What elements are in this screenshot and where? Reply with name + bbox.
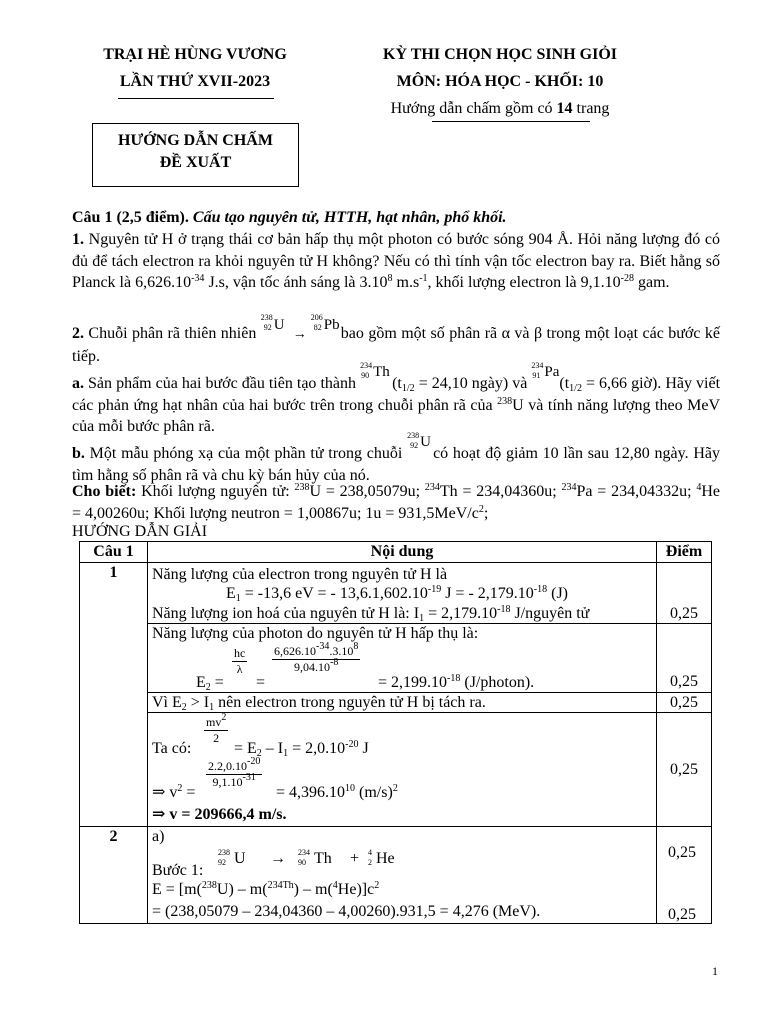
table-row (80, 562, 712, 624)
event-edition: LẦN THỨ XVII-2023 (119, 73, 271, 90)
question-part-a: a. Sản phẩm của hai bước đầu tiên tạo thành 234 90 Th ($t_{1/2} = 24,10$ ngày) và 234 91 Pa ($t_{1/2} = 6,66$ giờ). Hãy viết các phản ứng hạt nhân của hai bước trên trong chuỗi phân rã của $^{238}$U và tính năng lượng theo MeV của mỗi bước phân rã. (72, 361, 721, 435)
table-row (80, 692, 712, 713)
table-row (80, 624, 712, 693)
row-score: 0,25 (657, 624, 712, 693)
row-score: 0,25 (657, 713, 712, 827)
table-row (80, 827, 712, 924)
row-question-number: 1 (80, 562, 148, 827)
row-content-decay-step1: a) 238 92 U → 234 90 Th + 4 2 He Bước 1: $E = [m(^{238}U) - m(^{234Th}) - m(^4He)]c^2$ = (238,05079 – 234,04360 – 4,00260).931,5 = 4,276 (MeV). (148, 827, 657, 924)
row-score: 0,25 (657, 692, 712, 713)
isotope-he4-step: 4 2 He (368, 848, 395, 867)
isotope-u238: 238 92 U (260, 313, 285, 333)
velocity-result: ⇒ v = 209666,4 m/s. (152, 806, 287, 823)
table-row (80, 713, 712, 827)
isotope-u238-step: 238 92 U (218, 848, 246, 867)
row-content-ionization: Vì $E_2 > I_1$ nên electron trong nguyên tử H bị tách ra. (148, 692, 657, 713)
guide-title-line2: ĐỀ XUẤT (159, 154, 232, 171)
fraction-kinetic-energy: $\frac{mv^2}{2}$ (206, 712, 227, 745)
row-score: 0,25 (657, 562, 712, 624)
page-count-note: Hướng dẫn chấm gồm có 14 trang (390, 100, 610, 117)
question-part-b: b. Một mẫu phóng xạ của một phần tử trong chuỗi 238 92 U có hoạt độ giảm 10 lần sau 12,80 ngày. Hãy tìm hằng số phân rã và chu kỳ bán hủy của nó. (72, 431, 721, 484)
question-part-1: 1. Nguyên tử H ở trạng thái cơ bản hấp thụ một photon có bước sóng 904 Å. Hỏi năng lượng đó có đủ để tách electron ra khỏi nguyên tử H không? Nếu có thì tính vận tốc electron bay ra. Biết hằng số Planck là $6,626.10^{-34}$ J.s, vận tốc ánh sáng là 3.10$^8$ $m.s^{-1}$, khối lượng electron là $9,1.10^{-28}$ gam. (72, 231, 720, 291)
col-header-score: Điểm (657, 542, 712, 563)
isotope-th234: 234 90 Th (360, 361, 390, 380)
question-part-2: 2. Chuỗi phân rã thiên nhiên 238 92 U → 206 82 Pb bao gồm một số phân rã α và β trong một loạt các bước kế tiếp. (72, 313, 720, 365)
given-data: Cho biết: Khối lượng nguyên tử: $^{238}$U = 238,05079u; $^{234}$Th = 234,04360u; $^{234}$Pa = 234,04332u; $^4$He = 4,00260u; Khối lượng neutron = 1,00867u; $1u = 931,5MeV/c^2$; (72, 482, 720, 522)
isotope-th234-step: 234 90 Th (298, 848, 332, 867)
col-header-content: Nội dung (148, 542, 657, 563)
exam-title: KỲ THI CHỌN HỌC SINH GIỎI (383, 46, 617, 63)
isotope-pa234: 234 91 Pa (531, 361, 560, 380)
fraction-hc-lambda: $\frac{hc}{\lambda}$ (234, 645, 246, 676)
row-question-number: 2 (80, 827, 148, 924)
header-underline-right (432, 121, 590, 122)
header-underline-left (118, 98, 274, 99)
isotope-pb206: 206 82 Pb (310, 313, 340, 333)
question-title: Câu 1 (2,5 điểm). Cấu tạo nguyên tử, HTTH, hạt nhân, phổ khối. (72, 209, 507, 226)
col-header-question: Câu 1 (80, 542, 148, 563)
isotope-u238-b: 238 92 U (407, 431, 431, 450)
fraction-photon-energy: $\frac{6,626.10^{-34}.3.10^8}{9,04.10^{-8}}$ (274, 640, 359, 674)
table-header-row (80, 542, 712, 563)
subject-title: MÔN: HÓA HỌC - KHỐI: 10 (396, 73, 604, 90)
grading-table (79, 541, 712, 924)
row-content-velocity: $\frac{mv^2}{2}$ Ta có: = $E_2 - I_1 = 2,0.10^{-20}$ J $\frac{2.2,0.10^{-20}}{9,1.10^{-31}}$ ⇒ $v^2$ = = $4,396.10^{10}$ $(m/s)^2$ ⇒ v = 209666,4 m/s. (148, 713, 657, 827)
guide-title-box (92, 123, 299, 187)
row-content-photon-energy: Năng lượng của photon do nguyên tử H hấp thụ là: $\frac{hc}{\lambda}$ $\frac{6,626.10^{-34}.3.10^8}{9,04.10^{-8}}$ $E_2$ = = = $2,199.10^{-18}$ (J/photon). (148, 624, 657, 693)
fraction-velocity: $\frac{2.2,0.10^{-20}}{9,1.10^{-31}}$ (208, 756, 261, 789)
row-content-electron-energy: Năng lượng của electron trong nguyên tử H là $E_1 = -13,6$ eV = - $13,6.1,602.10^{-19}$ J = - $2,179.10^{-18}$ (J) Năng lượng ion hoá của nguyên tử H là: $I_1 = 2,179.10^{-18}$ J/nguyên tử (148, 562, 657, 624)
guide-title-line1: HƯỚNG DẪN CHẤM (118, 132, 273, 149)
row-score: 0,25 0,25 (657, 827, 712, 924)
page-number: 1 (712, 964, 718, 978)
solution-guide-heading: HƯỚNG DẪN GIẢI (72, 523, 208, 540)
school-name: TRẠI HÈ HÙNG VƯƠNG (103, 46, 287, 63)
